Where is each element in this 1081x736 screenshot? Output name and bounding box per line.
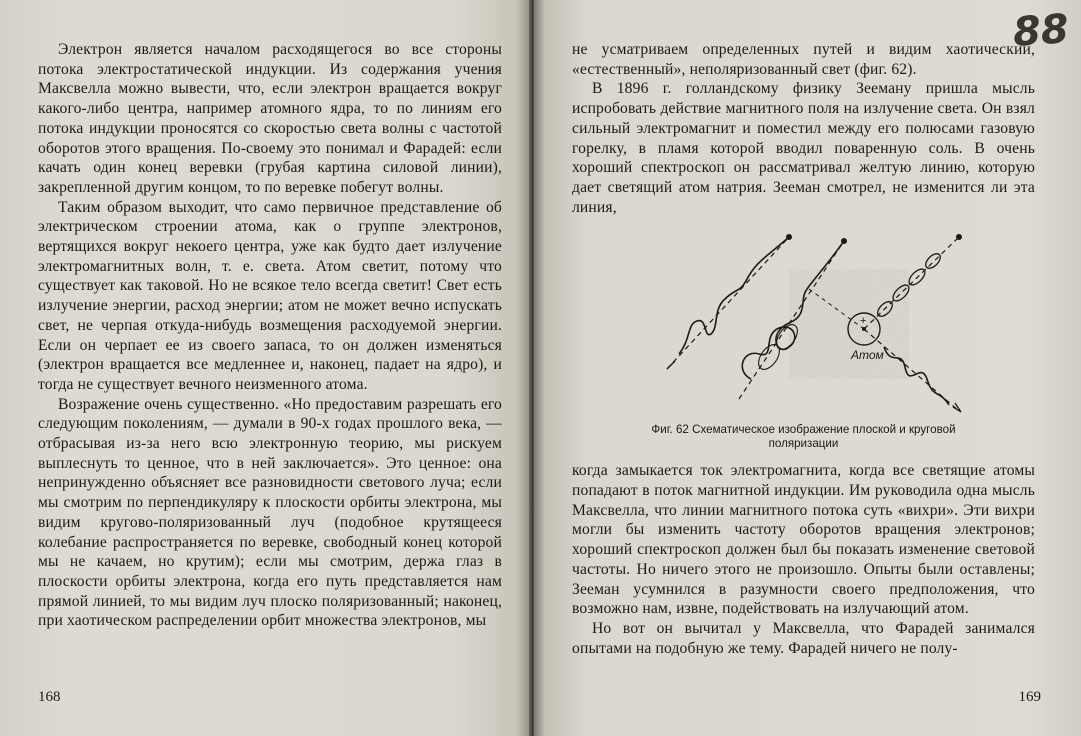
- polarization-diagram: [639, 229, 969, 419]
- plane-ray-axis: [667, 237, 789, 369]
- left-paragraph-1: Электрон является началом расходящегося во все стороны потока электростатической индукции. Из содержания учения Максвелла можно вывести, что, если электрон вращается вокруг какого-либо центра, например атомного ядра, то по линиям его потока индукции проносятся со скоростью света волны с частотой оборотов этого вращения. По-своему это понимал и Фарадей: если качать один конец веревки (грубая картина силовой линии), закрепленной другим концом, то по веревке побегут волны.: [38, 41, 502, 196]
- right-paragraph-4: Но вот он вычитал у Максвелла, что Фарадей занимался опытами на подобную же тему. Фарадей ничего не полу-: [572, 619, 1035, 657]
- handwritten-page-mark: 88: [1011, 6, 1071, 56]
- atom-label: Атом: [850, 348, 884, 363]
- figure-62: [572, 229, 1035, 451]
- right-paragraph-1: не усматриваем определенных путей и видим хаотический, «естественный», неполяризованный свет (фиг. 62).: [572, 41, 1035, 78]
- page-number-left: 168: [38, 689, 61, 705]
- left-page: [0, 0, 532, 736]
- page-number-right: 169: [1018, 689, 1041, 705]
- atom-plus-label: +: [859, 315, 866, 328]
- right-page: [534, 0, 1081, 736]
- right-paragraph-3: когда замыкается ток электромагнита, когда все светящие атомы попадают в поток магнитной индукции. Им руководила одна мысль Максвелла, что линии магнитного потока суть «вихри». Эти вихри могли бы изменить частоту оборотов вращения электронов; хороший спектроскоп должен был бы показать изменение световой частоты. Но ничего этого не произошло. Опыты были оставлены; Зееман усумнился в разумности своего предположения, что возможно нам, извне, подействовать на излучающий атом.: [572, 462, 1035, 618]
- left-paragraph-2: Таким образом выходит, что само первичное представление об электрическом строении атома, как о группе электронов, вертящихся вокруг некоего центра, уже как будто дает излучение электромагнитных волн, т. е. света. Атом светит, потому что существует как таковой. Но не всякое тело всегда светит! Свет есть излучение энергии, расход энергии; атом не может вечно испускать свет, не черпая откуда-нибудь возмещения расходуемой энергии. Если он черпает ее из своего запаса, то он должен изменяться (электрон вращается все медленнее и, наконец, падает на ядро), и тогда не существует вечного неизменного атома.: [38, 198, 502, 393]
- left-paragraph-3: Возражение очень существенно. «Но предоставим разрешать его следующим поколениям, — думали в 90-х годах прошлого века, — отбрасывая из-за него всю электронную теорию, мы рискуем выплеснуть то ценное, что в ней заключается». Это ценное: она непринужденно объясняет все разновидности светового луча; если мы смотрим по перпендикуляру к плоскости орбиты электрона, мы видим кругово-поляризованный луч (подобное крутящееся колебание распространяется по веревке, свободный конец которой мы не качаем, но крутим); если мы смотрим, держа глаз в плоскости орбиты электрона, когда его путь представляется нам прямой линией, то мы видим луч плоско поляризованный; наконец, при хаотическом распределении орбит множества электронов, мы: [38, 395, 502, 630]
- right-paragraph-2: В 1896 г. голландскому физику Зееману пришла мысль испробовать действие магнитного поля на излучение света. Он взял сильный электромагнит и поместил между его полюсами газовую горелку, в пламя которой вводил поваренную соль. В очень хороший спектроскоп он рассматривал желтую линию, которую дает светящий атом натрия. Зееман смотрел, не изменится ли эта линия,: [572, 80, 1035, 216]
- figure-caption: Фиг. 62 Схематическое изображение плоской и круговой поляризации: [651, 423, 956, 451]
